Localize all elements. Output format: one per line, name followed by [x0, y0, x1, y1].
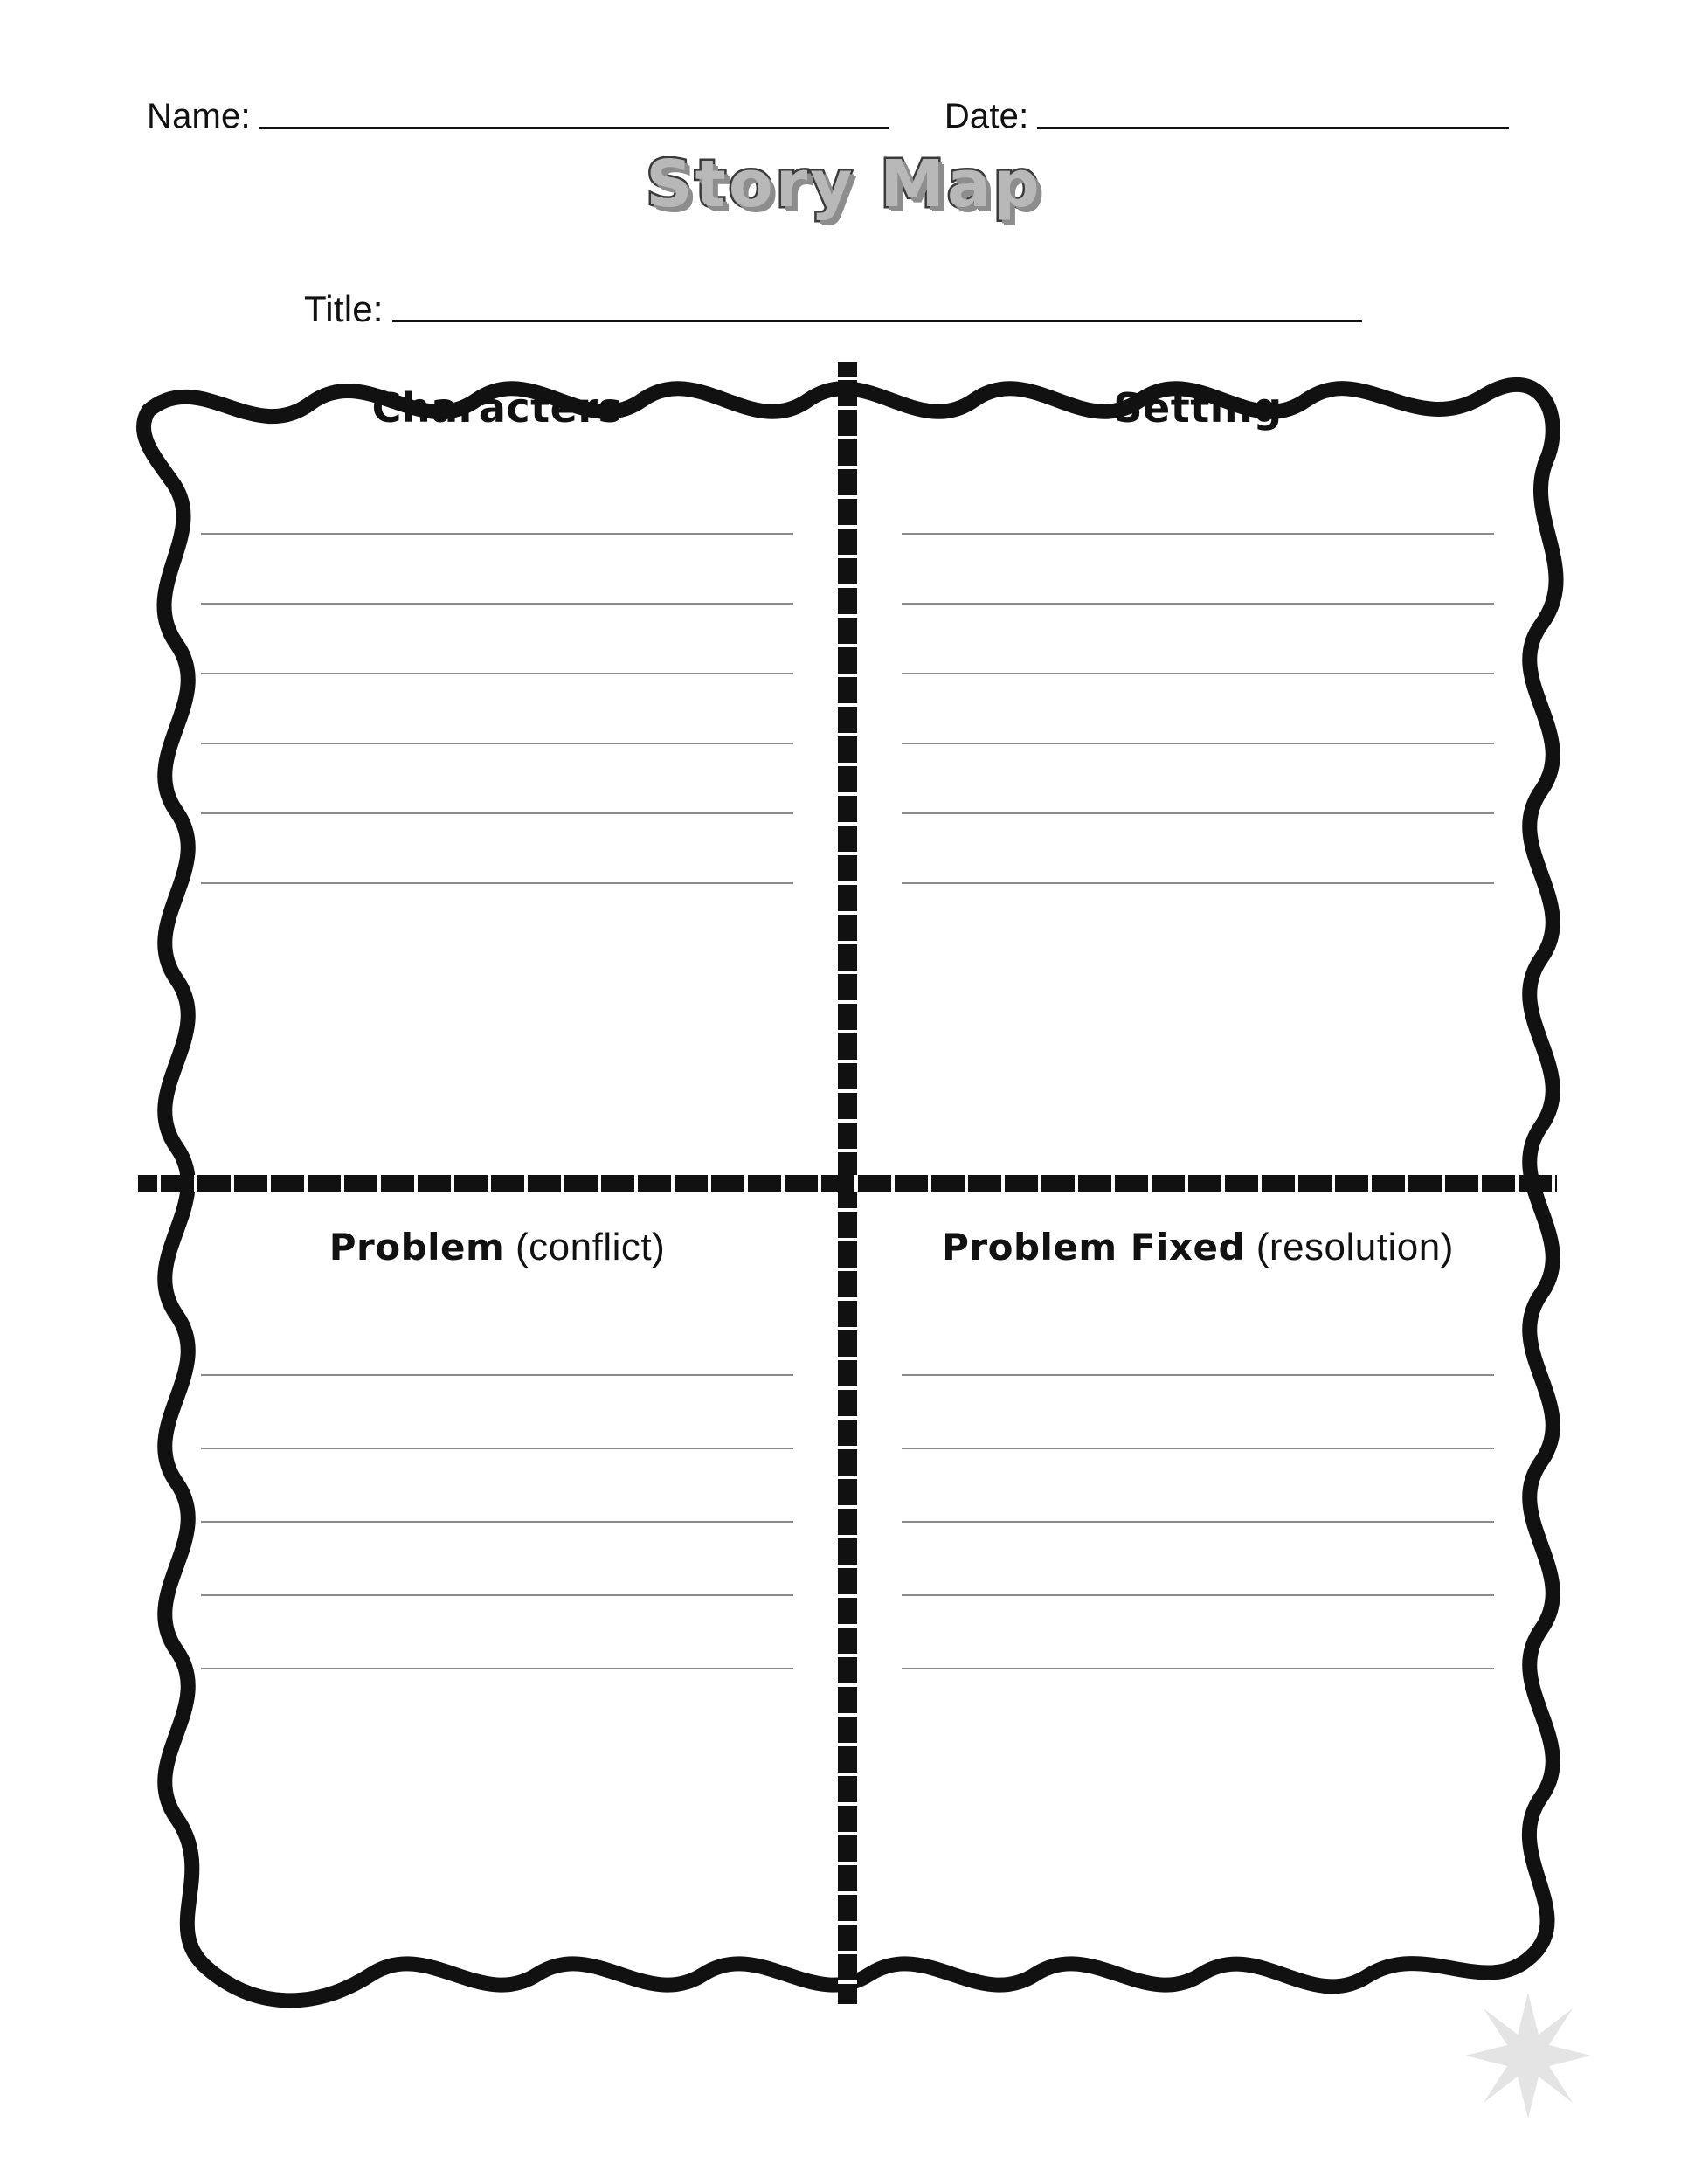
date-label: Date: — [944, 97, 1029, 135]
setting-lines[interactable] — [902, 465, 1494, 884]
problem-fixed-heading: Problem Fixed (resolution) — [942, 1226, 1454, 1268]
write-line[interactable] — [902, 1596, 1494, 1669]
write-line[interactable] — [201, 744, 793, 814]
write-line[interactable] — [902, 1449, 1494, 1523]
write-line[interactable] — [902, 1376, 1494, 1449]
name-write-line[interactable] — [259, 126, 889, 129]
write-line[interactable] — [201, 465, 793, 535]
problem-heading: Problem (conflict) — [329, 1226, 666, 1268]
write-line[interactable] — [201, 1523, 793, 1596]
setting-heading: Setting — [1113, 384, 1283, 432]
name-label: Name: — [147, 97, 251, 135]
header-fields — [147, 84, 1557, 136]
name-field[interactable] — [147, 97, 889, 136]
page-title: Story Map — [646, 147, 1042, 222]
date-write-line[interactable] — [1037, 126, 1509, 129]
write-line[interactable] — [902, 1303, 1494, 1376]
story-title-field[interactable] — [304, 288, 1362, 330]
write-line[interactable] — [201, 605, 793, 674]
quadrant-problem[interactable] — [122, 1184, 847, 2018]
write-line[interactable] — [902, 744, 1494, 814]
characters-lines[interactable] — [201, 465, 793, 884]
story-title-label: Title: — [304, 288, 384, 329]
write-line[interactable] — [902, 535, 1494, 605]
quadrant-characters[interactable] — [122, 349, 847, 1184]
write-line[interactable] — [902, 814, 1494, 884]
write-line[interactable] — [201, 1376, 793, 1449]
problem-lines[interactable] — [201, 1303, 793, 1669]
write-line[interactable] — [201, 1303, 793, 1376]
date-field[interactable] — [944, 97, 1510, 136]
starburst-icon — [1463, 1990, 1594, 2121]
problem-fixed-lines[interactable] — [902, 1303, 1494, 1669]
characters-heading: Characters — [371, 384, 623, 432]
quadrant-problem-fixed[interactable] — [847, 1184, 1573, 2018]
story-map-box — [122, 349, 1573, 2018]
write-line[interactable] — [201, 814, 793, 884]
write-line[interactable] — [201, 1596, 793, 1669]
write-line[interactable] — [902, 605, 1494, 674]
write-line[interactable] — [902, 465, 1494, 535]
write-line[interactable] — [201, 535, 793, 605]
write-line[interactable] — [902, 674, 1494, 744]
write-line[interactable] — [902, 1523, 1494, 1596]
quadrant-setting[interactable] — [847, 349, 1573, 1184]
horizontal-divider — [138, 1175, 1557, 1192]
story-title-write-line[interactable] — [392, 319, 1362, 322]
write-line[interactable] — [201, 1449, 793, 1523]
write-line[interactable] — [201, 674, 793, 744]
